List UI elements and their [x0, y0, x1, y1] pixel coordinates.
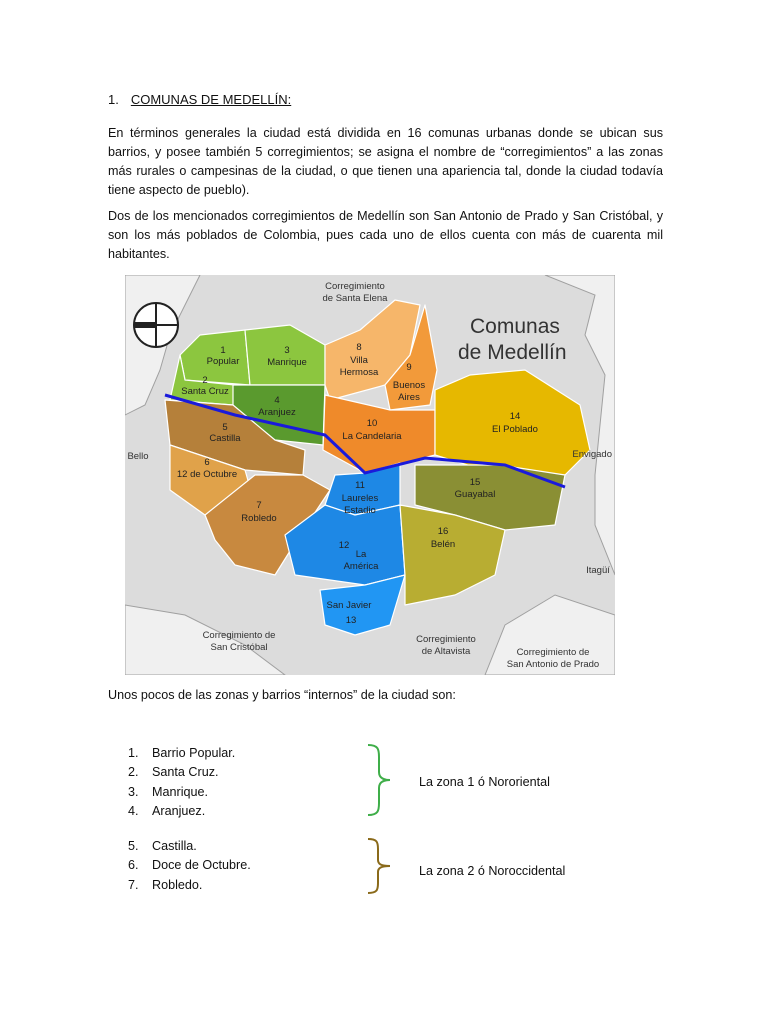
comuna-14-num: 14	[509, 411, 521, 422]
comuna-15-name: Guayabal	[454, 489, 496, 500]
list-item: 1. Barrio Popular.	[128, 746, 236, 760]
comuna-8-name-l1: Villa	[350, 355, 368, 366]
comuna-3-num: 3	[284, 345, 290, 356]
label-san-cristobal-l1: Corregimiento de	[202, 630, 276, 641]
label-envigado: Envigado	[572, 449, 612, 460]
comuna-14-name: El Poblado	[492, 424, 538, 435]
section-heading	[108, 92, 291, 107]
comuna-8-num: 8	[356, 342, 362, 353]
label-itagui: Itagüí	[586, 565, 610, 576]
comuna-7-name: Robledo	[241, 513, 277, 524]
comuna-16-num: 16	[437, 526, 449, 537]
zone2-list	[128, 837, 251, 895]
zone1-label: La zona 1 ó Nororiental	[419, 775, 550, 789]
comuna-13-name: San Javier	[326, 600, 372, 611]
map-title-line1: Comunas	[470, 315, 560, 338]
medellin-comunas-map	[125, 275, 615, 675]
comuna-9-num: 9	[406, 362, 412, 373]
heading-number: 1.	[108, 92, 119, 107]
label-santa-elena-l2: de Santa Elena	[322, 293, 388, 304]
list-item: 6. Doce de Octubre.	[128, 858, 251, 873]
label-santa-elena-l1: Corregimiento	[325, 281, 385, 292]
map-title-line2: de Medellín	[458, 341, 567, 364]
comuna-10-num: 10	[366, 418, 378, 429]
zone2-label: La zona 2 ó Noroccidental	[419, 864, 566, 878]
comuna-1-name: Popular	[206, 356, 240, 367]
label-bello: Bello	[127, 451, 149, 462]
comuna-11-num: 11	[355, 480, 365, 491]
comuna-12-num: 12	[338, 540, 350, 551]
comuna-8-name-l2: Hermosa	[339, 367, 379, 378]
list-item: 5. Castilla.	[128, 839, 197, 853]
heading-title: COMUNAS DE MEDELLÍN:	[130, 92, 292, 107]
comuna-11-name-l2: Estadio	[344, 505, 376, 516]
list-item: 7. Robledo.	[128, 877, 203, 892]
zone2-brace-icon	[365, 837, 395, 895]
paragraph-intro: En términos generales la ciudad está dividida en 16 comunas urbanas donde se ubican sus barrios, y posee también 5 corregimientos; se asigna el nombre de “corregimientos” a las zonas más rurales o campesinas de la ciudad, o que tienen una apariencia tal, donde la ciudad todavía tiene aspecto de pueblo).	[108, 126, 663, 197]
comuna-10-name: La Candelaria	[342, 431, 402, 442]
comuna-6-name: 12 de Octubre	[176, 469, 238, 480]
comuna-7-num: 7	[256, 500, 262, 511]
zone1-list	[128, 744, 235, 821]
label-san-antonio-l1: Corregimiento de	[516, 647, 590, 658]
comuna-9-name-l1: Buenos	[392, 380, 426, 391]
comuna-1-num: 1	[220, 345, 226, 356]
label-san-antonio-l2: San Antonio de Prado	[506, 659, 600, 670]
comuna-4-name: Aranjuez	[258, 407, 296, 418]
comuna-2-name: Santa Cruz	[181, 386, 229, 397]
comuna-6-num: 6	[204, 457, 210, 468]
comuna-3-name: Manrique	[267, 357, 307, 368]
list-item: 3. Manrique.	[128, 784, 209, 799]
list-item: 4. Aranjuez.	[128, 803, 206, 818]
comuna-12-name-l2: América	[343, 561, 379, 572]
comuna-9-name-l2: Aires	[398, 392, 420, 403]
comuna-5-num: 5	[222, 422, 228, 433]
comuna-2-num: 2	[202, 375, 208, 386]
zone1-brace-icon	[365, 743, 395, 817]
comuna-12-name-l1: La	[355, 549, 367, 560]
compass-icon	[134, 303, 178, 347]
comuna-4-num: 4	[274, 395, 280, 406]
comuna-13-num: 13	[345, 615, 357, 626]
label-altavista-l2: de Altavista	[421, 646, 471, 657]
comuna-16-name: Belén	[430, 539, 456, 550]
paragraph-corregimientos: Dos de los mencionados corregimientos de Medellín son San Antonio de Prado y San Cristóbal, y son los más poblados de Colombia, pues cada uno de ellos cuenta con más de cuarenta mil habitantes.	[108, 209, 663, 261]
comuna-5-name: Castilla	[209, 433, 241, 444]
label-san-cristobal-l2: San Cristóbal	[210, 642, 268, 653]
comuna-11-name-l1: Laureles	[341, 493, 379, 504]
comuna-15-num: 15	[469, 477, 481, 488]
label-altavista-l1: Corregimiento	[416, 634, 476, 645]
list-item: 2. Santa Cruz.	[128, 765, 219, 780]
zones-intro: Unos pocos de las zonas y barrios “internos” de la ciudad son:	[108, 688, 456, 702]
